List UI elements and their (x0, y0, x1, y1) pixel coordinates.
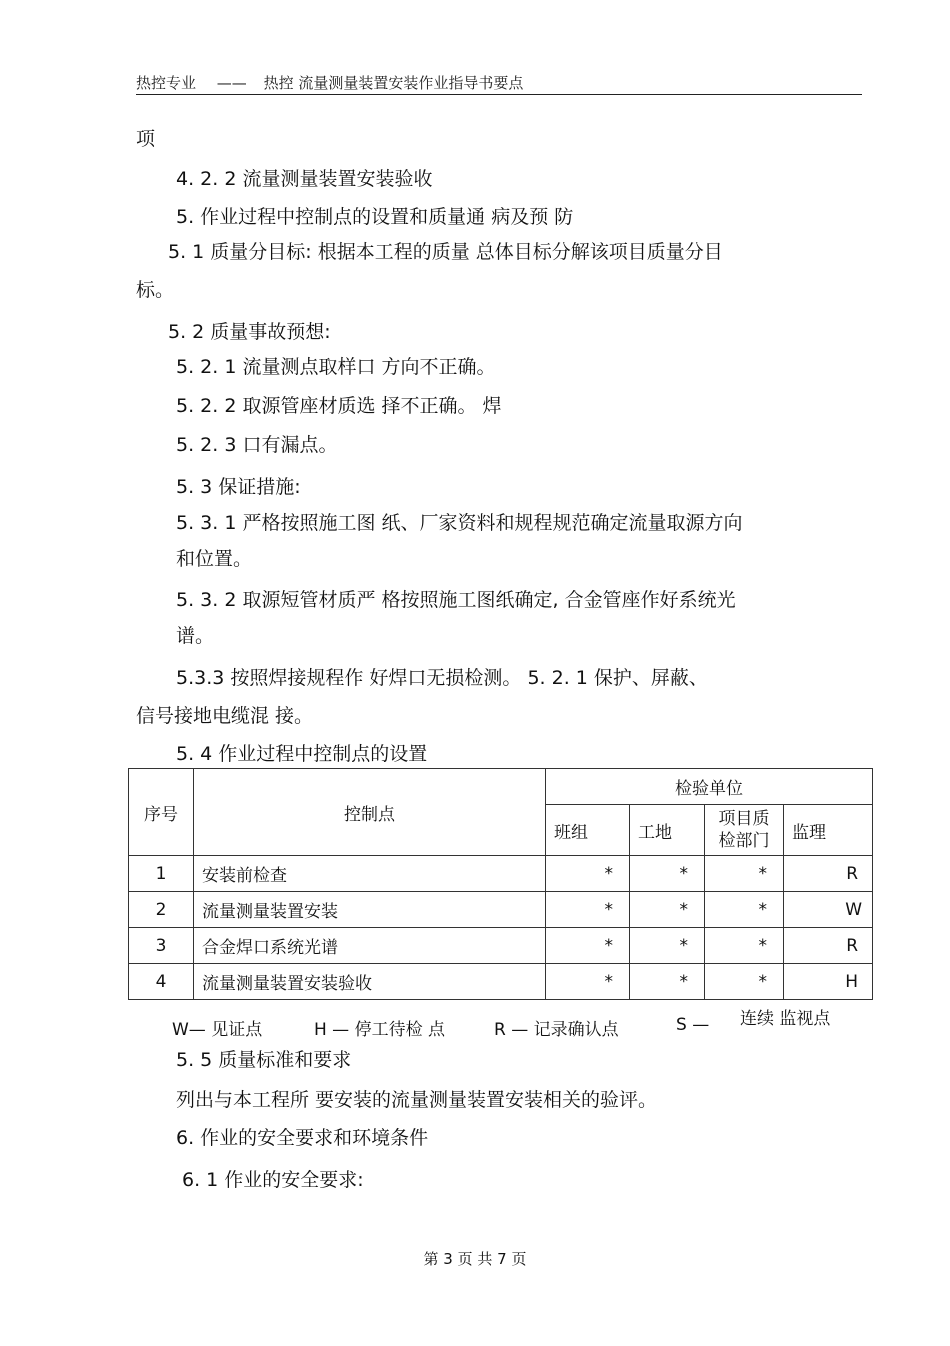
section-5-3: 5. 3 保证措施: (176, 476, 301, 498)
row-control-point: 流量测量装置安装 (194, 892, 546, 928)
row-qc-mark: * (705, 928, 784, 964)
row-supervisor-mark: R (784, 856, 873, 892)
row-site-mark: * (630, 964, 705, 1000)
paragraph-line: 项 (136, 128, 156, 150)
section-5-3-2: 5. 3. 2 取源短管材质严 格按照施工图纸确定, 合金管座作好系统光 (176, 589, 736, 611)
legend-continuous-monitoring: 连续 监视点 (740, 1009, 831, 1029)
page-header (136, 72, 523, 93)
header-inspection-unit: 检验单位 (546, 769, 873, 805)
row-qc-mark: * (705, 856, 784, 892)
section-6-1: 6. 1 作业的安全要求: (182, 1169, 364, 1191)
page-number: 第 3 页 共 7 页 (423, 1250, 527, 1268)
row-site-mark: * (630, 856, 705, 892)
paragraph-line: 标。 (136, 279, 175, 301)
table-row (129, 892, 873, 928)
section-5-3-1: 5. 3. 1 严格按照施工图 纸、厂家资料和规程规范确定流量取源方向 (176, 512, 743, 534)
row-control-point: 流量测量装置安装验收 (194, 964, 546, 1000)
header-dept: 热控专业 (136, 74, 197, 92)
section-5-5: 5. 5 质量标准和要求 (176, 1049, 352, 1071)
row-supervisor-mark: W (784, 892, 873, 928)
row-number: 3 (129, 928, 194, 964)
row-qc-mark: * (705, 892, 784, 928)
legend-record-point: R — 记录确认点 (494, 1020, 619, 1040)
header-control-point: 控制点 (194, 769, 546, 856)
section-5-2: 5. 2 质量事故预想: (168, 321, 331, 343)
section-5-heading: 5. 作业过程中控制点的设置和质量通 病及预 防 (176, 206, 574, 228)
header-dash: —— (216, 74, 247, 92)
row-number: 1 (129, 856, 194, 892)
header-qc-dept: 项目质检部门 (705, 805, 784, 856)
section-4-2-2: 4. 2. 2 流量测量装置安装验收 (176, 168, 433, 190)
table-row (129, 928, 873, 964)
row-supervisor-mark: H (784, 964, 873, 1000)
section-5-4: 5. 4 作业过程中控制点的设置 (176, 743, 428, 765)
section-5-2-2: 5. 2. 2 取源管座材质选 择不正确。 焊 (176, 395, 502, 417)
header-supervisor: 监理 (784, 805, 873, 856)
header-rule (136, 94, 862, 95)
legend-hold-point: H — 停工待检 点 (314, 1020, 445, 1040)
row-site-mark: * (630, 928, 705, 964)
row-supervisor-mark: R (784, 928, 873, 964)
section-5-2-3: 5. 2. 3 口有漏点。 (176, 434, 338, 456)
paragraph-line: 信号接地电缆混 接。 (136, 705, 314, 727)
row-team-mark: * (546, 892, 630, 928)
row-qc-mark: * (705, 964, 784, 1000)
row-control-point: 安装前检查 (194, 856, 546, 892)
paragraph-line: 和位置。 (176, 548, 253, 570)
section-5-1: 5. 1 质量分目标: 根据本工程的质量 总体目标分解该项目质量分目 (168, 241, 723, 263)
legend-s-symbol: S — (676, 1015, 710, 1035)
header-title: 热控 流量测量装置安装作业指导书要点 (263, 74, 524, 92)
table-row (129, 964, 873, 1000)
row-control-point: 合金焊口系统光谱 (194, 928, 546, 964)
header-team: 班组 (546, 805, 630, 856)
row-number: 2 (129, 892, 194, 928)
section-6-heading: 6. 作业的安全要求和环境条件 (176, 1127, 429, 1149)
row-team-mark: * (546, 928, 630, 964)
table-row (129, 856, 873, 892)
section-5-2-1: 5. 2. 1 流量测点取样口 方向不正确。 (176, 356, 496, 378)
paragraph-line: 谱。 (176, 625, 215, 647)
row-team-mark: * (546, 964, 630, 1000)
control-point-table (128, 768, 873, 1000)
header-seq: 序号 (129, 769, 194, 856)
section-5-3-3: 5.3.3 按照焊接规程作 好焊口无损检测。 5. 2. 1 保护、屏蔽、 (176, 667, 708, 689)
legend-witness-point: W— 见证点 (172, 1020, 263, 1040)
row-number: 4 (129, 964, 194, 1000)
row-site-mark: * (630, 892, 705, 928)
paragraph-line: 列出与本工程所 要安装的流量测量装置安装相关的验评。 (176, 1089, 658, 1111)
row-team-mark: * (546, 856, 630, 892)
header-site: 工地 (630, 805, 705, 856)
